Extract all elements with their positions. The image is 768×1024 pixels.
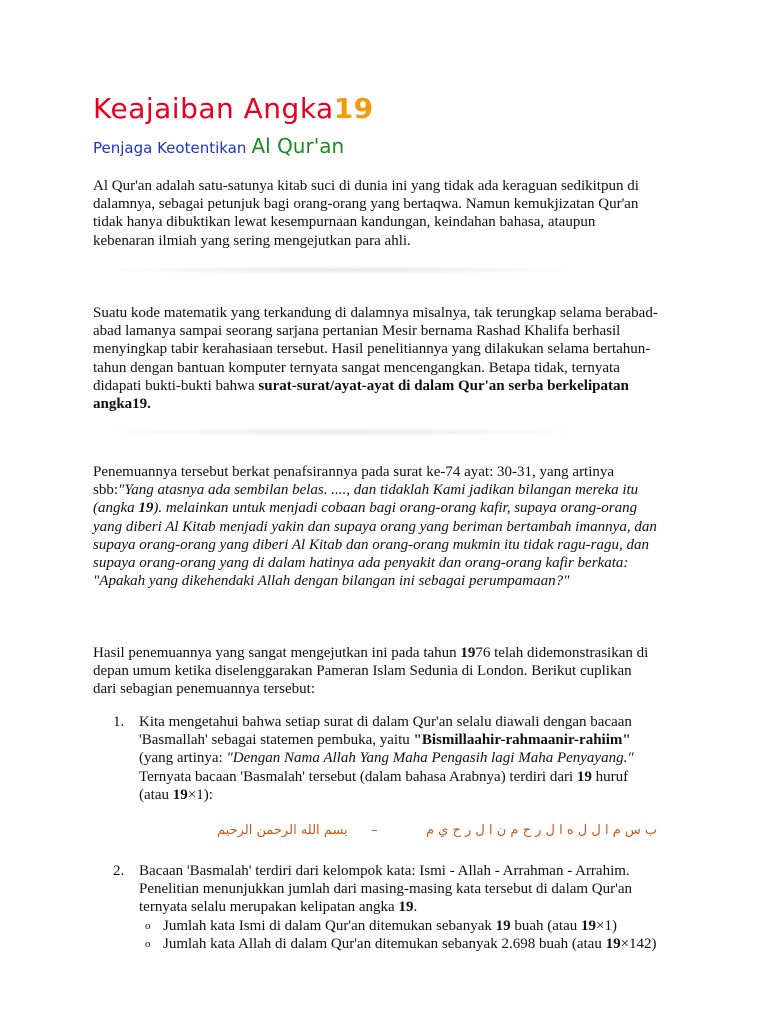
sub-text: Jumlah kata Ismi di dalam Qur'an ditemukan sebanyak — [163, 917, 496, 934]
arabic-image — [139, 812, 658, 852]
quote-number: 19 — [138, 500, 154, 517]
paragraph-exhibition — [93, 644, 658, 699]
paragraph-code-text: Suatu kode matematik yang terkandung di dalamnya misalnya, tak terungkap selama berabad-abad lamanya sampai seorang sarjana pertanian Mesir bernama Rashad Khalifa berhasil menyingkap tabir kerahasiaan tersebut. Hasil penelitiannya yang dilakukan selama bertahun-tahun dengan bantuan komputer ternyata sangat mencengangkan. Betapa tidak, ternyata didapati bukti-bukti bahwa — [93, 305, 658, 394]
sub-text: Jumlah kata Allah di dalam Qur'an ditemukan sebanyak 2.698 buah (atau — [163, 935, 606, 952]
item-text: Bacaan 'Basmalah' terdiri dari kelompok kata: Ismi - Allah - Arrahman - Arrahim. Penelitian menunjukkan jumlah dari masing-masing kata tersebut di dalam Qur'an ternyata selalu merupakan kelipatan angka — [139, 863, 632, 916]
basmalah-bold: "Bismillaahir-rahmaanir-rahiim" — [413, 732, 631, 749]
item-text: (yang artinya: — [139, 750, 227, 767]
paragraph-discovery — [93, 463, 658, 590]
item-text: ×1): — [187, 786, 213, 803]
item-text: Ternyata bacaan 'Basmalah' tersebut (dalam bahasa Arabnya) terdiri dari — [139, 768, 577, 785]
subtitle-large: Al Qur'an — [251, 134, 345, 158]
page-subtitle — [93, 134, 344, 158]
number-bold: 19 — [398, 899, 414, 916]
quote-part-b: ). melainkan untuk menjadi cobaan bagi orang-orang kafir, supaya orang-orang yang diberi Al Kitab menjadi yakin dan supaya orang yang beriman bertambah imannya, dan supaya orang-orang yang diberi Al Kitab dan orang-orang mukmin itu tidak ragu-ragu, dan supaya orang-orang yang di dalam hatinya ada penyakit dan orang-orang kafir berkata: "Apakah yang dikehendaki Allah dengan bilangan ini sebagai perumpamaan?" — [93, 500, 657, 590]
paragraph-intro: Al Qur'an adalah satu-satunya kitab suci di dunia ini yang tidak ada keraguan sedikitpun di dalamnya, sebagai petunjuk bagi orang-orang yang bertaqwa. Namun kemukjizatan Qur'an tidak hanya dibuktikan lewat kesempurnaan kandungan, keindahan bahasa, ataupun kebenaran ilmiah yang sering mengejutkan para ahli. — [93, 178, 639, 249]
sub-list-item — [139, 917, 658, 935]
exhibition-year-bold: 19 — [460, 645, 476, 661]
paragraph-discovery-text: Penemuannya tersebut berkat penafsirannya pada surat ke-74 ayat: 30-31, yang artinya sbb: — [93, 464, 615, 499]
arabic-basmalah-letters: ب س م ا ل ل ه ا ل ر ح م ن ا ل ر ح ي م — [426, 823, 658, 839]
arabic-basmalah-word: بسم الله الرحمن الرحيم — [217, 823, 348, 839]
item-text: huruf (atau — [139, 768, 629, 803]
basmalah-meaning: "Dengan Nama Allah Yang Maha Pengasih lagi Maha Penyayang." — [226, 750, 634, 767]
findings-list — [93, 713, 658, 953]
number-bold: 19 — [495, 917, 511, 934]
list-marker: 2. — [113, 863, 125, 880]
number-bold: 19 — [581, 917, 597, 934]
quote-part-a: "Yang atasnya ada sembilan belas. ...., dan tidaklah Kami jadikan bilangan mereka itu (angka — [93, 482, 639, 517]
list-item — [93, 713, 658, 852]
paragraph-code-bold: surat-surat/ayat-ayat di dalam Qur'an serba berkelipatan angka19. — [93, 377, 629, 413]
list-marker: 1. — [113, 714, 125, 730]
number-bold: 19 — [576, 768, 592, 785]
exhibition-text-b: 76 telah didemonstrasikan di depan umum ketika diselenggarakan Pameran Islam Sedunia di London. Berikut cuplikan dari sebagian penemuannya tersebut: — [93, 645, 649, 698]
page-title — [93, 92, 374, 125]
item-text: . — [413, 899, 418, 916]
bullet-icon: o — [145, 937, 151, 950]
sub-text: ×1) — [596, 917, 617, 934]
divider — [103, 266, 583, 274]
sub-text: ×142) — [620, 935, 657, 952]
sub-text: buah (atau — [510, 917, 582, 934]
exhibition-text-a: Hasil penemuannya yang sangat mengejutkan ini pada tahun — [93, 645, 461, 661]
title-number: 19 — [333, 92, 374, 125]
arabic-dash: – — [371, 823, 378, 839]
list-item — [93, 862, 658, 953]
subtitle-small: Penjaga Keotentikan — [93, 139, 247, 157]
item-text: Kita mengetahui bahwa setiap surat di dalam Qur'an selalu diawali dengan bacaan 'Basmallah' sebagai statemen pembuka, yaitu — [139, 714, 632, 749]
title-text: Keajaiban Angka — [93, 92, 334, 125]
number-bold: 19 — [605, 935, 621, 952]
bullet-icon: o — [145, 919, 151, 932]
sub-list-item — [139, 935, 658, 953]
sub-list — [139, 917, 658, 953]
divider — [103, 428, 583, 436]
paragraph-code — [93, 304, 658, 413]
number-bold: 19 — [172, 786, 188, 803]
